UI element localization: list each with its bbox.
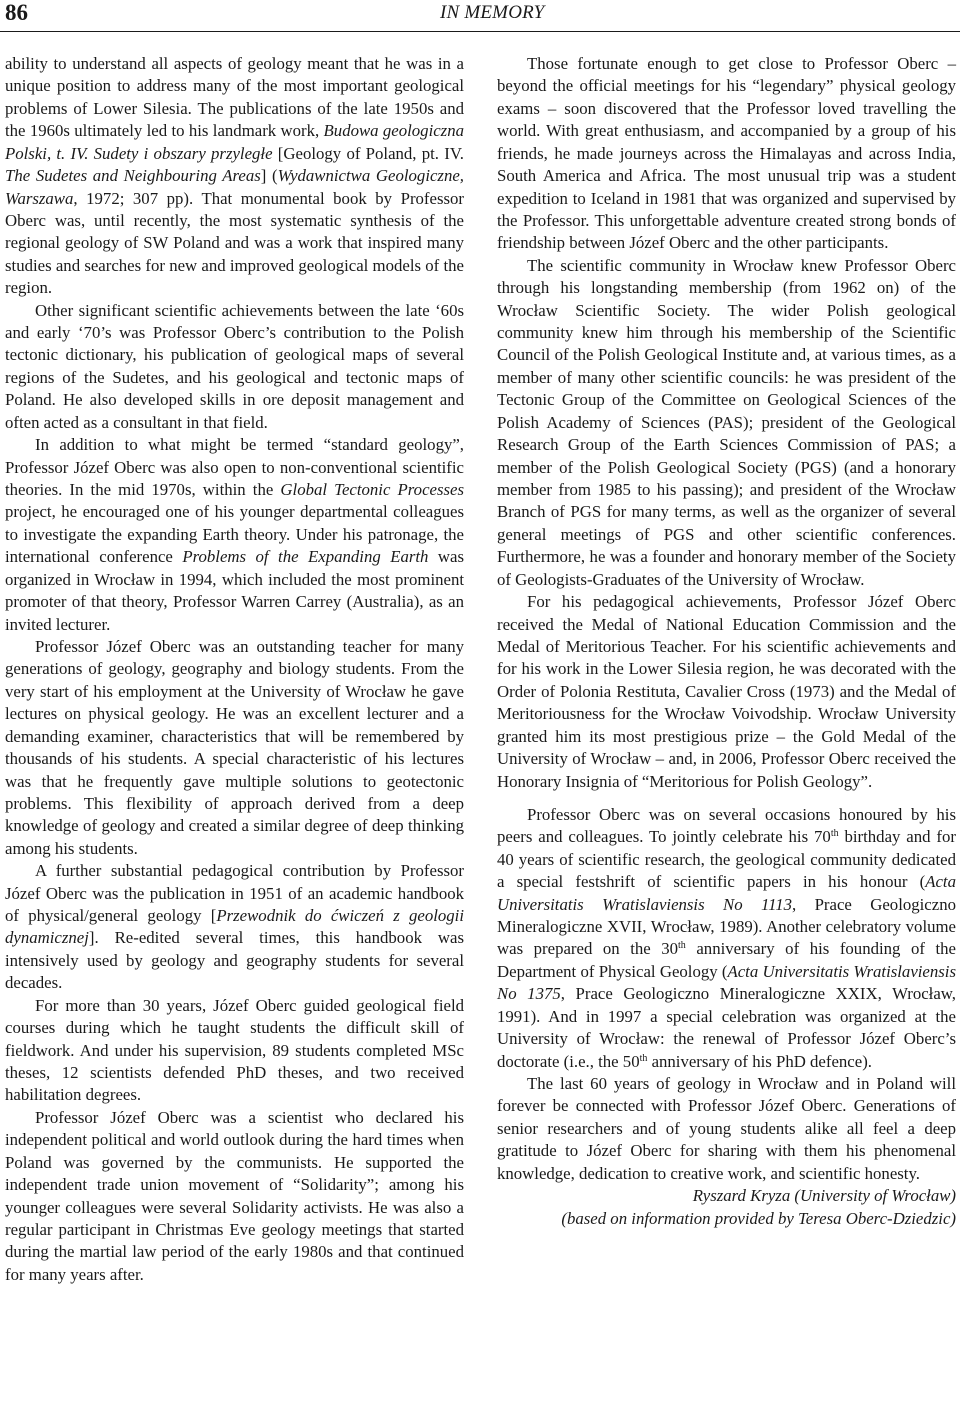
header-rule bbox=[0, 31, 960, 32]
left-column bbox=[5, 53, 464, 1286]
paragraph: For more than 30 years, Józef Oberc guided geological field courses during which he taught students the difficult skill of fieldwork. And under his supervision, 89 students completed MSc theses, 12 scientists defended PhD theses, and two received habilitation degrees. bbox=[5, 995, 464, 1105]
paragraph: The last 60 years of geology in Wrocław and in Poland will forever be connected with Professor Józef Oberc. Generations of senior researchers and of young students alike all feel a deep gratitude to Józef Oberc for sharing with them his phenomenal knowledge, dedication to creative work, and scientific honesty. bbox=[497, 1073, 956, 1183]
paragraph: Professor Józef Oberc was a scientist who declared his independent political and world outlook during the hard times when Poland was governed by the communists. He supported the independent trade union movement of “Solidarity”; among his younger colleagues were several Solidarity activists. He was also a regular participant in Christmas Eve geology meetings that started during the martial law period of the early 1980s and that continued for many years after. bbox=[5, 1107, 464, 1284]
paragraph: A further substantial pedagogical contribution by Professor Józef Oberc was the publication in 1951 of an academic handbook of physical/general geology [Przewodnik do ćwiczeń z geologii dynamicznej]. Re-edited several times, this handbook was intensively used by geology and geography students for several decades. bbox=[5, 861, 464, 993]
paragraph: ability to understand all aspects of geology meant that he was in a unique position to address many of the most important geological problems of Lower Silesia. The publications of the late 1950s and the 1960s ultimately led to his landmark work, Budowa geologiczna Polski, t. IV. Sudety i obszary przyległe [Geology of Poland, pt. IV. The Sudetes and Neighbouring Areas] (Wydawnictwa Geologiczne, Warszawa, 1972; 307 pp). That monumental book by Professor Oberc was, until recently, the most systematic synthesis of the regional geology of SW Poland and was a work that inspired many studies and searches for new and improved geological models of the region. bbox=[5, 54, 465, 298]
paragraph: Professor Józef Oberc was an outstanding teacher for many generations of geology, geography and biology students. From the very start of his employment at the University of Wrocław he gave lectures on physical geology. He was an excellent lecturer and a demanding examiner, characteristics that will be remembered by thousands of his students. A special characteristic of his lectures was that he frequently gave multiple solutions to geotectonic problems. This flexibility of approach derived from a deep knowledge of geology and created a similar degree of deep thinking among his students. bbox=[5, 636, 464, 858]
paragraph: Those fortunate enough to get close to Professor Oberc – beyond the official meetings for his “legendary” physical geology exams – soon discovered that the Professor loved travelling the world. With great enthusiasm, and accompanied by a group of his friends, he made journeys across the Himalayas and across India, South America and Africa. The most unusual trip was a student expedition to Iceland in 1981 that was organized and supervised by the Professor. This unforgettable adventure created strong bonds of friendship between Józef Oberc and the other participants. bbox=[497, 54, 956, 253]
right-column bbox=[497, 53, 956, 1230]
paragraph: In addition to what might be termed “standard geology”, Professor Józef Oberc was also open to non-conventional scientific theories. In the mid 1970s, within the Global Tectonic Processes project, he encouraged one of his younger departmental colleagues to investigate the expanding Earth theory. Under his patronage, the international conference Problems of the Expanding Earth was organized in Wrocław in 1994, which included the most prominent promoter of that theory, Professor Warren Carrey (Australia), as an invited lecturer. bbox=[5, 435, 465, 634]
paragraph: Other significant scientific achievements between the late ‘60s and early ‘70’s was Professor Oberc’s contribution to the Polish tectonic dictionary, his publication of geological maps of several regions of the Sudetes, and his geological and tectonic maps of Poland. He also developed skills in ore deposit management and often acted as a consultant in that field. bbox=[5, 300, 464, 432]
paragraph: For his pedagogical achievements, Professor Józef Oberc received the Medal of National Education Commission and the Medal of Meritorious Teacher. For his scientific achievements and for his work in the Lower Silesia region, he was decorated with the Order of Polonia Restituta, Cavalier Cross (1973) and the Medal of Meritoriousness for the Wrocław Voivodship. Wrocław University granted him its most prestigious prize – the Gold Medal of the University of Wrocław – and, in 2006, Professor Oberc received the Honorary Insignia of “Meritorious for Polish Geology”. bbox=[497, 592, 956, 791]
signature-source: (based on information provided by Teresa Oberc-Dziedzic) bbox=[561, 1208, 956, 1228]
paragraph: The scientific community in Wrocław knew Professor Oberc through his longstanding membership (from 1962 on) of the Wrocław Scientific Society. The wider Polish geological community knew him through his membership of the Scientific Council of the Polish Geological Institute and, at various times, as a member of many other scientific councils: he was president of the Tectonic Group of the Committee on Geological Sciences of the Polish Academy of Sciences (PAS); president of the Geological Research Group of the Earth Sciences Commission of PAS; a member of the Polish Geological Society (PGS) (and a honorary member from 1985 to his passing); and president of the Wrocław Branch of PGS for many terms, as well as the organizer of several general meetings of PGS and other scientific conferences. Furthermore, he was a founder and honorary member of the Society of Geologists-Graduates of the University of Wrocław. bbox=[497, 255, 956, 589]
paragraph: Professor Oberc was on several occasions honoured by his peers and colleagues. To jointly celebrate his 70th birthday and for 40 years of scientific research, the geological community dedicated a special festshrift of scientific papers in his honour (Acta Universitatis Wratislaviensis No 1113, Prace Geologiczno Mineralogiczne XVII, Wrocław, 1989). Another celebratory volume was prepared on the 30th anniversary of his founding of the Department of Physical Geology (Acta Universitatis Wratislaviensis No 1375, Prace Geologiczno Mineralogiczne XXIX, Wrocław, 1991). And in 1997 a special celebration was organized at the University of Wrocław: the renewal of Professor Józef Oberc’s doctorate (i.e., the 50th anniversary of his PhD defence). bbox=[497, 804, 957, 1071]
running-title: IN MEMORY bbox=[440, 2, 545, 23]
page-header bbox=[0, 0, 960, 36]
signature-author: Ryszard Kryza (University of Wrocław) bbox=[692, 1186, 956, 1206]
page-number: 86 bbox=[5, 0, 28, 25]
